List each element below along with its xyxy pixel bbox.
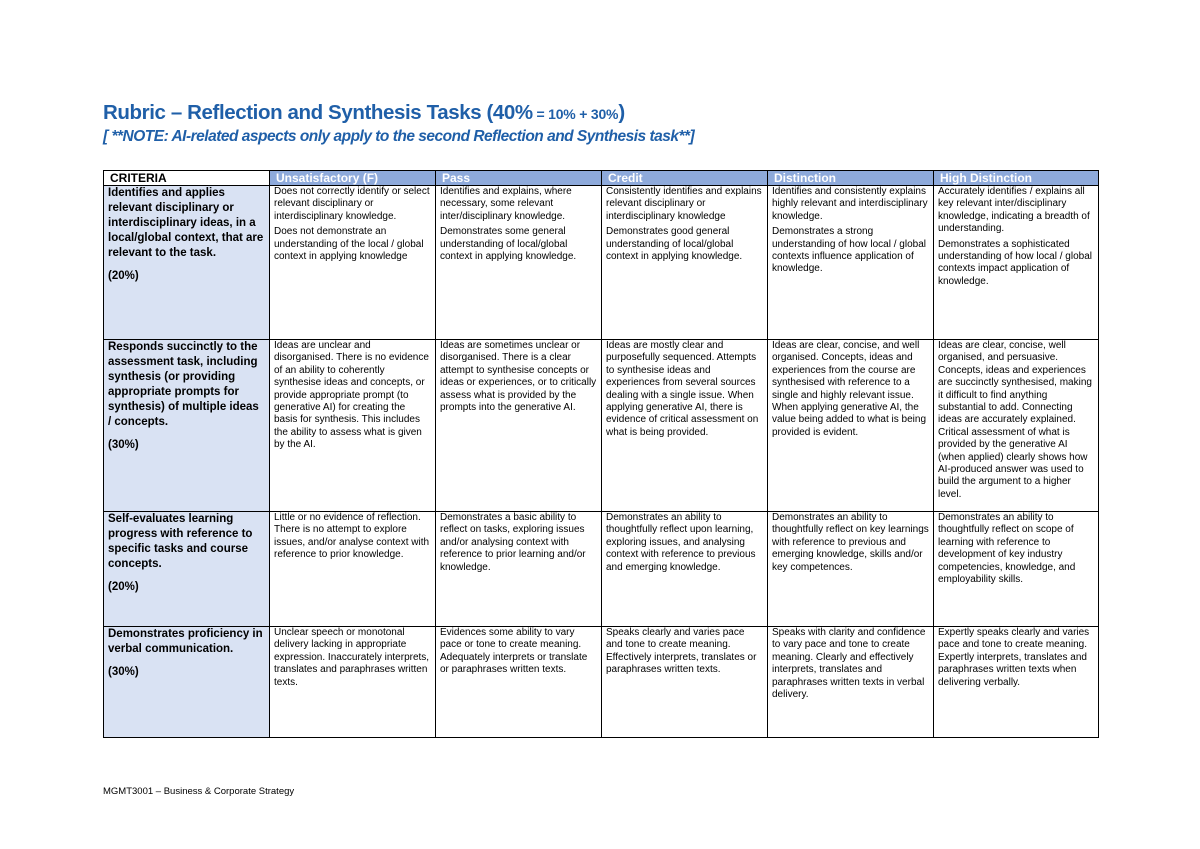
descriptor-text: Ideas are clear, concise, well organised, and persuasive. Concepts, ideas and experiences are succinctly synthesised, making it difficult to find anything substantial to add. Connecting ideas are accurately explained. Critical assessment of what is provided by the generative AI (when applied) clearly shows how AI-produced answer was used to build the argument to a higher level. — [938, 340, 1092, 500]
descriptor-cell — [934, 512, 1099, 627]
descriptor-cell — [602, 627, 768, 738]
descriptor-cell — [768, 512, 934, 627]
criterion-weight: (30%) — [108, 666, 139, 678]
criterion-text: Identifies and applies relevant disciplinary or interdisciplinary ideas, in a local/global context, that are relevant to the task. — [108, 187, 264, 259]
descriptor-cell — [436, 340, 602, 512]
descriptor-text: Consistently identifies and explains relevant disciplinary or interdisciplinary knowledge — [606, 186, 762, 222]
descriptor-text: Little or no evidence of reflection. There is no attempt to explore issues, and/or analyse context with reference to prior knowledge. — [274, 512, 430, 561]
descriptor-cell — [436, 186, 602, 340]
column-header-criteria: CRITERIA — [104, 171, 270, 186]
descriptor-cell — [436, 627, 602, 738]
column-header-distinction: Distinction — [768, 171, 934, 186]
descriptor-text: Expertly speaks clearly and varies pace and tone to create meaning. Expertly interprets, translates and paraphrases written texts when delivering verbally. — [938, 627, 1090, 688]
column-header-unsatisfactory: Unsatisfactory (F) — [270, 171, 436, 186]
descriptor-text: Demonstrates an ability to thoughtfully reflect upon learning, exploring issues, and analysing context with reference to previous and emerging knowledge. — [606, 512, 756, 573]
table-row — [104, 340, 1099, 512]
descriptor-cell — [934, 340, 1099, 512]
page-title: Rubric – Reflection and Synthesis Tasks (40% = 10% + 30%) — [103, 101, 625, 124]
descriptor-text: Demonstrates an ability to thoughtfully reflect on key learnings with reference to previous and emerging knowledge, skills and/or key competences. — [772, 512, 929, 573]
descriptor-text: Evidences some ability to vary pace or tone to create meaning. Adequately interprets or translate or paraphrases written texts. — [440, 627, 588, 676]
descriptor-cell — [270, 186, 436, 340]
descriptor-cell — [602, 186, 768, 340]
descriptor-text: Demonstrates a strong understanding of how local / global contexts influence application of knowledge. — [772, 226, 926, 275]
descriptor-cell — [768, 340, 934, 512]
descriptor-text: Does not correctly identify or select relevant disciplinary or interdisciplinary knowledge. — [274, 186, 430, 222]
table-row — [104, 512, 1099, 627]
criterion-cell — [104, 186, 270, 340]
descriptor-text: Accurately identifies / explains all key relevant inter/disciplinary knowledge, indicating a breadth of understanding. — [938, 186, 1090, 235]
descriptor-text: Unclear speech or monotonal delivery lacking in appropriate expression. Inaccurately interprets, translates and paraphrases written texts. — [274, 627, 430, 688]
page-footer: MGMT3001 – Business & Corporate Strategy — [103, 786, 295, 797]
descriptor-cell — [270, 627, 436, 738]
descriptor-cell — [602, 512, 768, 627]
descriptor-cell — [270, 340, 436, 512]
descriptor-cell — [768, 627, 934, 738]
descriptor-text: Speaks with clarity and confidence to vary pace and tone to create meaning. Clearly and effectively interprets, translates and paraphrases written texts in verbal delivery. — [772, 627, 926, 701]
table-row — [104, 627, 1099, 738]
table-row — [104, 186, 1099, 340]
descriptor-text: Demonstrates a basic ability to reflect on tasks, exploring issues and/or analysing context with reference to prior learning and/or knowledge. — [440, 512, 586, 573]
descriptor-cell — [934, 627, 1099, 738]
descriptor-text: Ideas are clear, concise, and well organised. Concepts, ideas and experiences from the course are synthesised with reference to a single and highly relevant issue. When applying generative AI, the value being added to what is being provided is evident. — [772, 340, 927, 438]
descriptor-text: Ideas are sometimes unclear or disorganised. There is a clear attempt to synthesise concepts or ideas or experiences, or to critically assess what is provided by the prompts into the generative AI. — [440, 340, 597, 414]
descriptor-text: Does not demonstrate an understanding of the local / global context in applying knowledge — [274, 226, 424, 263]
descriptor-text: Demonstrates some general understanding of local/global context in applying knowledge. — [440, 226, 577, 263]
ai-note: [ **NOTE: AI-related aspects only apply to the second Reflection and Synthesis task**] — [103, 128, 695, 145]
criterion-weight: (30%) — [108, 439, 139, 451]
descriptor-text: Demonstrates a sophisticated understanding of how local / global contexts impact application of knowledge. — [938, 238, 1092, 287]
descriptor-cell — [768, 186, 934, 340]
descriptor-text: Demonstrates an ability to thoughtfully reflect on scope of learning with reference to development of key industry competencies, knowledge, and employability skills. — [938, 512, 1076, 586]
descriptor-text: Ideas are mostly clear and purposefully sequenced. Attempts to synthesise ideas and experiences from several sources dealing with a single issue. When applying generative AI, there is evidence of critical assessment on what is being provided. — [606, 340, 759, 438]
descriptor-cell — [602, 340, 768, 512]
criterion-cell — [104, 627, 270, 738]
descriptor-text: Ideas are unclear and disorganised. There is no evidence of an ability to coherently synthesise ideas and concepts, or provide appropriate prompt (to generative AI) for creating the basis for synthesis. This includes the ability to assess what is given by the AI. — [274, 340, 429, 451]
column-header-high-distinction: High Distinction — [934, 171, 1099, 186]
column-header-pass: Pass — [436, 171, 602, 186]
descriptor-text: Identifies and consistently explains highly relevant and interdisciplinary knowledge. — [772, 186, 928, 222]
table-header-row — [104, 171, 1099, 186]
descriptor-text: Identifies and explains, where necessary, some relevant inter/disciplinary knowledge. — [440, 186, 572, 222]
column-header-credit: Credit — [602, 171, 768, 186]
descriptor-cell — [934, 186, 1099, 340]
criterion-text: Responds succinctly to the assessment task, including synthesis (or providing appropriate prompts for synthesis) of multiple ideas / concepts. — [108, 341, 259, 428]
criterion-cell — [104, 340, 270, 512]
descriptor-text: Demonstrates good general understanding of local/global context in applying knowledge. — [606, 226, 743, 263]
criterion-text: Demonstrates proficiency in verbal communication. — [108, 628, 263, 655]
criterion-weight: (20%) — [108, 270, 139, 282]
criterion-text: Self-evaluates learning progress with reference to specific tasks and course concepts. — [108, 513, 253, 570]
criterion-cell — [104, 512, 270, 627]
descriptor-cell — [270, 512, 436, 627]
criterion-weight: (20%) — [108, 581, 139, 593]
descriptor-text: Speaks clearly and varies pace and tone to create meaning. Effectively interprets, translates or paraphrases written texts. — [606, 627, 757, 676]
descriptor-cell — [436, 512, 602, 627]
rubric-table — [103, 170, 1099, 738]
